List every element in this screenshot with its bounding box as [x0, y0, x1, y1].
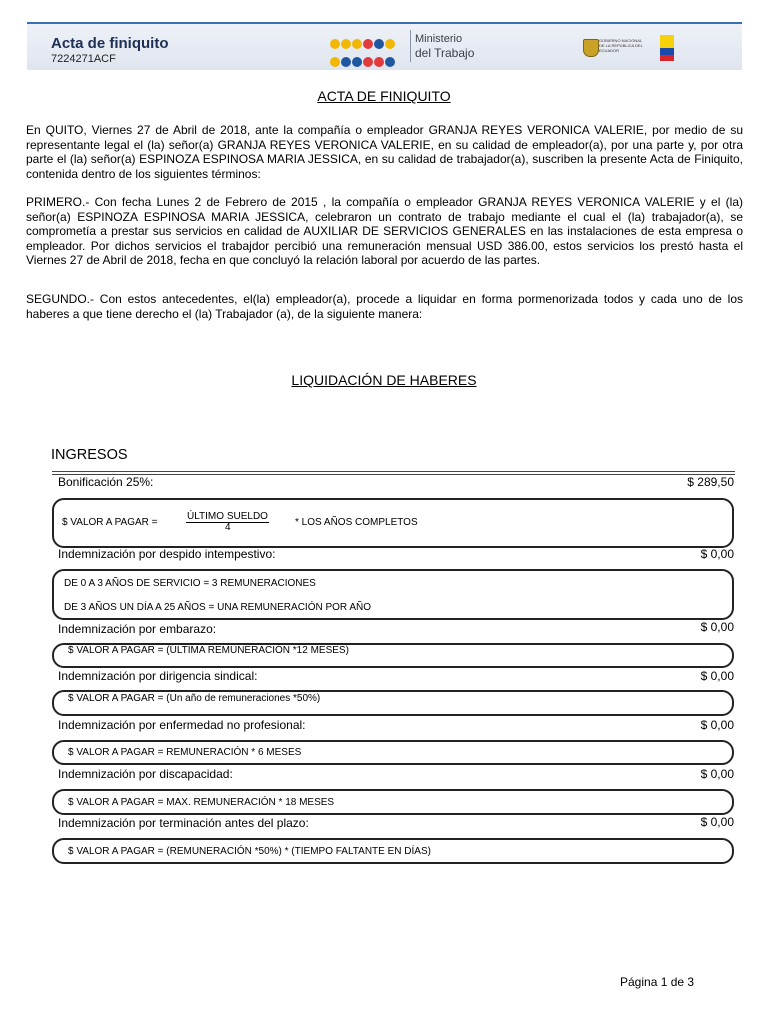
formula-despido-line2: DE 3 AÑOS UN DÍA A 25 AÑOS = UNA REMUNERACIÓN POR AÑO	[64, 602, 372, 613]
ministry-logo-dots-icon	[330, 36, 406, 72]
item-label-terminacion: Indemnización por terminación antes del plazo:	[58, 816, 309, 830]
logo-dot	[330, 39, 340, 49]
item-amount-dirigencia: $ 0,00	[700, 669, 734, 683]
ecuador-flag-icon	[660, 35, 674, 61]
segundo-paragraph: SEGUNDO.- Con estos antecedentes, el(la) empleador(a), procede a liquidar en forma pormenorizada todos y cada uno de los haberes a que tiene derecho el (la) Trabajador (a), de la siguiente manera:	[26, 292, 743, 321]
formula-box-discapacidad	[52, 789, 734, 815]
item-amount-enfermedad: $ 0,00	[700, 718, 734, 732]
item-amount-terminacion: $ 0,00	[700, 815, 734, 829]
logo-dot	[352, 39, 362, 49]
item-label-discapacidad: Indemnización por discapacidad:	[58, 767, 233, 781]
formula-box-embarazo	[52, 643, 734, 668]
document-code: 7224271ACF	[51, 53, 116, 65]
logo-dot	[385, 39, 395, 49]
logo-dot	[374, 57, 384, 67]
formula-terminacion: $ VALOR A PAGAR = (REMUNERACIÓN *50%) * (TIEMPO FALTANTE EN DÍAS)	[68, 846, 431, 857]
item-amount-despido: $ 0,00	[700, 547, 734, 561]
item-label-embarazo: Indemnización por embarazo:	[58, 622, 217, 636]
item-label-dirigencia: Indemnización por dirigencia sindical:	[58, 669, 258, 683]
item-label-enfermedad: Indemnización por enfermedad no profesional:	[58, 718, 306, 732]
formula-box-despido	[52, 569, 734, 620]
logo-dot	[363, 57, 373, 67]
primero-paragraph: PRIMERO.- Con fecha Lunes 2 de Febrero de 2015 , la compañía o empleador GRANJA REYES VERONICA VALERIE y el (la) señor(a) ESPINOZA ESPINOSA MARIA JESSICA, celebraron un contrato de trabajo mediante el cual el (la) trabajador(a), se comprometía a prestar sus servicios en calidad de AUXILIAR DE SERVICIOS GENERALES en las instalaciones de esta empresa o empleador. Por dichos servicios el trabajdor percibió una remuneración mensual USD 386.00, estos servicios los prestó hasta el Viernes 27 de Abril de 2018, fecha en que concluyó la relación laboral por acuerdo de las partes.	[26, 195, 743, 267]
formula-denominator: 4	[225, 522, 231, 533]
flag-stripe	[660, 35, 674, 48]
liquidacion-title: LIQUIDACIÓN DE HABERES	[291, 372, 477, 388]
logo-divider	[410, 30, 411, 62]
logo-dot	[352, 57, 362, 67]
formula-dirigencia: $ VALOR A PAGAR = (Un año de remuneraciones *50%)	[68, 693, 321, 704]
item-label-bonificacion: Bonificación 25%:	[58, 475, 154, 489]
intro-paragraph: En QUITO, Viernes 27 de Abril de 2018, ante la compañía o empleador GRANJA REYES VERONICA VALERIE, por medio de su representante legal el (la) señor(a) GRANJA REYES VERONICA VALERIE, en su calidad de empleador(a), por una parte y, por otra parte el (la) señor(a) ESPINOZA ESPINOSA MARIA JESSICA, en su calidad de trabajador(a), suscriben la presente Acta de Finiquito, contenida dentro de los siguientes términos:	[26, 123, 743, 181]
item-amount-bonificacion: $ 289,50	[687, 475, 734, 489]
formula-discapacidad: $ VALOR A PAGAR = MAX. REMUNERACIÓN * 18 MESES	[68, 797, 335, 808]
logo-dot	[374, 39, 384, 49]
logo-dot	[341, 39, 351, 49]
formula-prefix: $ VALOR A PAGAR =	[62, 517, 158, 528]
formula-enfermedad: $ VALOR A PAGAR = REMUNERACIÓN * 6 MESES	[68, 747, 302, 758]
ministry-name-line2: del Trabajo	[415, 46, 475, 60]
logo-dot	[385, 57, 395, 67]
formula-suffix: * LOS AÑOS COMPLETOS	[295, 517, 418, 528]
document-header	[27, 22, 742, 70]
government-label: GOBIERNO NACIONAL DE LA REPÚBLICA DEL ECUADOR	[599, 38, 643, 53]
logo-dot	[363, 39, 373, 49]
ingresos-rule-double	[52, 474, 735, 475]
page-number: Página 1 de 3	[620, 975, 695, 989]
formula-numerator: ÚLTIMO SUELDO	[187, 511, 268, 522]
item-amount-embarazo: $ 0,00	[700, 620, 734, 634]
formula-box-bonificacion	[52, 498, 734, 548]
flag-stripe	[660, 55, 674, 62]
logo-dot	[341, 57, 351, 67]
formula-embarazo: $ VALOR A PAGAR = (ÚLTIMA REMUNERACIÓN *12 MESES)	[68, 645, 349, 656]
item-amount-discapacidad: $ 0,00	[700, 767, 734, 781]
document-title: ACTA DE FINIQUITO	[317, 88, 451, 104]
ministry-name-line1: Ministerio	[415, 33, 463, 45]
formula-despido-line1: DE 0 A 3 AÑOS DE SERVICIO = 3 REMUNERACIONES	[64, 578, 316, 589]
item-label-despido: Indemnización por despido intempestivo:	[58, 547, 276, 561]
coat-of-arms-icon	[583, 39, 599, 57]
formula-box-terminacion	[52, 838, 734, 864]
logo-dot	[330, 57, 340, 67]
ingresos-rule	[52, 471, 735, 472]
ingresos-label: INGRESOS	[51, 447, 128, 463]
formula-box-dirigencia	[52, 690, 734, 716]
formula-box-enfermedad	[52, 740, 734, 765]
header-title: Acta de finiquito	[51, 35, 169, 52]
